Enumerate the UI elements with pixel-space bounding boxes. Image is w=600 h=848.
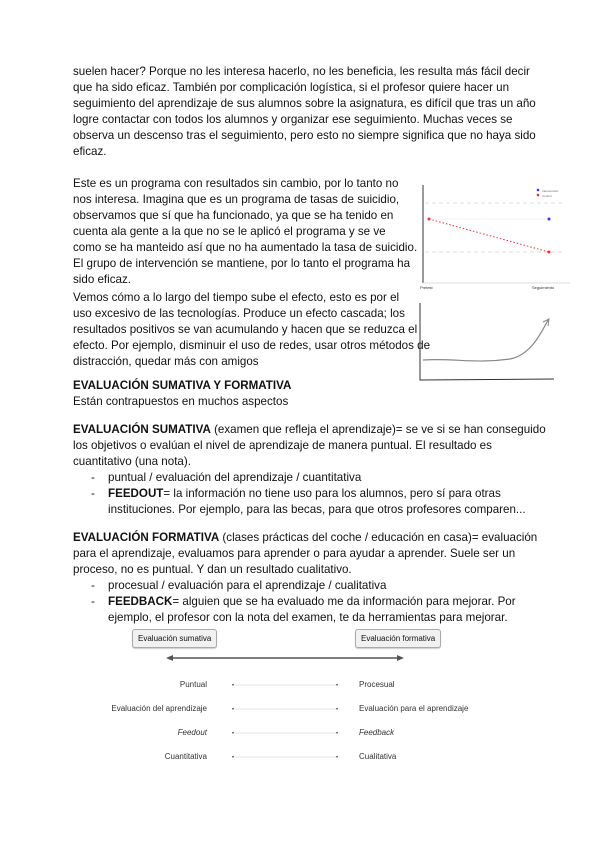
heading-text: EVALUACIÓN SUMATIVA Y FORMATIVA xyxy=(73,379,292,392)
text-line: cuenta ala gente a la que no se le aplicó el programa y se ve xyxy=(73,225,386,238)
text-line: como se ha manteido así que no ha aumentado la tasa de suicidio. xyxy=(73,241,418,254)
intervention-point xyxy=(548,251,551,254)
text-line: eficaz. xyxy=(73,145,107,158)
text-line: los objetivos o evalúan el nivel de aprendizaje de manera puntual. El resultado es xyxy=(73,439,492,452)
row-left-label: Evaluación del aprendizaje xyxy=(111,704,207,713)
legend-marker xyxy=(537,194,540,197)
double-arrow-icon xyxy=(165,652,405,664)
bullet: - xyxy=(91,471,95,484)
text-line: que ha sido eficaz. También por complicación logística, si el profesor quiere hacer un xyxy=(73,81,510,94)
paragraph-efecto xyxy=(73,290,430,370)
summative-box: Evaluación sumativa xyxy=(132,629,217,648)
text-line: suelen hacer? Porque no les interesa hacerlo, no les beneficia, les resulta más fácil decir xyxy=(73,65,530,78)
text-line: proceso, no es puntual. Y dan un resultado cualitativo. xyxy=(73,563,352,576)
summative-definition xyxy=(73,422,546,470)
text-line: Este es un programa con resultados sin cambio, por lo tanto no xyxy=(73,177,399,190)
text-line: para el aprendizaje, evaluamos para aprender o para ayudar a aprender. Suele ser un xyxy=(73,547,516,560)
row-connectors xyxy=(228,680,343,765)
list-item xyxy=(108,486,501,502)
row-left-label: Puntual xyxy=(179,680,207,689)
intervention-point xyxy=(428,218,431,221)
text-line: efecto. Por ejemplo, disminuir el uso de redes, usar otros métodos de xyxy=(73,339,431,352)
text-line: uso excesivo de las tecnologías. Produce un efecto cascada; los xyxy=(73,307,405,320)
text-line: resultados positivos se van acumulando y hacen que se reduzca el xyxy=(73,323,418,336)
paragraph-programa xyxy=(73,176,417,288)
section-heading xyxy=(73,378,291,410)
legend-marker xyxy=(537,189,540,192)
row-right-label: Cualitativa xyxy=(359,752,397,761)
text-line: observamos que sí que ha funcionado, ya que se ha tenido en xyxy=(73,209,394,222)
list-item: procesual / evaluación para el aprendizaje / cualitativa xyxy=(108,579,387,592)
text-line: nos interesa. Imagina que es un programa de tasas de suicidio, xyxy=(73,193,400,206)
bullet: - xyxy=(91,579,95,592)
chart-cascade-effect xyxy=(415,300,565,385)
term: EVALUACIÓN SUMATIVA xyxy=(73,423,211,436)
text-line: instituciones. Por ejemplo, para las becas, para que otros profesores comparen... xyxy=(108,503,526,516)
text-line: ejemplo, el profesor con la nota del examen, te da herramientas para mejorar. xyxy=(108,611,508,624)
formative-box: Evaluación formativa xyxy=(355,629,441,648)
text: (clases prácticas del coche / educación en casa)= evaluación xyxy=(219,531,538,544)
row-left-label: Cuantitativa xyxy=(164,752,207,761)
text-line: El grupo de intervención se mantiene, por lo tanto el programa ha xyxy=(73,257,411,270)
chart-program-results xyxy=(420,183,570,293)
text-line: sido eficaz. xyxy=(73,273,131,286)
term: FEEDOUT xyxy=(108,487,164,500)
text-line: distracción, quedar más con amigos xyxy=(73,355,259,368)
term: FEEDBACK xyxy=(108,595,173,608)
list-item: puntual / evaluación del aprendizaje / cuantitativa xyxy=(108,471,362,484)
row-right-label: Feedback xyxy=(359,728,395,737)
text: (examen que refleja el aprendizaje)= se ve si se han conseguido xyxy=(210,423,546,436)
row-left-label: Feedout xyxy=(177,728,207,737)
legend-label: Intervención xyxy=(542,189,559,193)
bullet: - xyxy=(91,595,95,608)
row-right-label: Evaluación para el aprendizaje xyxy=(359,704,469,713)
intervention-line xyxy=(429,219,549,252)
text-line: logre contactar con todos los alumnos y organizar ese seguimiento. Muchas veces se xyxy=(73,113,513,126)
list-item xyxy=(108,594,516,610)
text-line: seguimiento del aprendizaje de sus alumnos sobre la asignatura, es difícil que tras un año xyxy=(73,97,536,110)
control-point xyxy=(548,218,551,221)
text-line: cuantitativo (una nota). xyxy=(73,455,191,468)
x-tick-label: Seguimiento xyxy=(532,285,555,290)
subheading-text: Están contrapuestos en muchos aspectos xyxy=(73,395,289,408)
text: = la información no tiene uso para los alumnos, pero sí para otras xyxy=(163,487,501,500)
x-tick-label: Pretest xyxy=(420,285,433,290)
bullet: - xyxy=(91,487,95,500)
text-line: Vemos cómo a lo largo del tiempo sube el efecto, esto es por el xyxy=(73,291,400,304)
formative-definition xyxy=(73,530,537,578)
paragraph-seguimiento xyxy=(73,64,536,160)
legend-label: Control xyxy=(542,194,552,198)
text-line: observa un descenso tras el seguimiento, pero esto no siempre significa que no haya sido xyxy=(73,129,536,142)
effect-curve xyxy=(423,319,549,361)
text: = alguien que se ha evaluado me da información para mejorar. Por xyxy=(172,595,516,608)
row-right-label: Procesual xyxy=(359,680,395,689)
term: EVALUACIÓN FORMATIVA xyxy=(73,531,220,544)
